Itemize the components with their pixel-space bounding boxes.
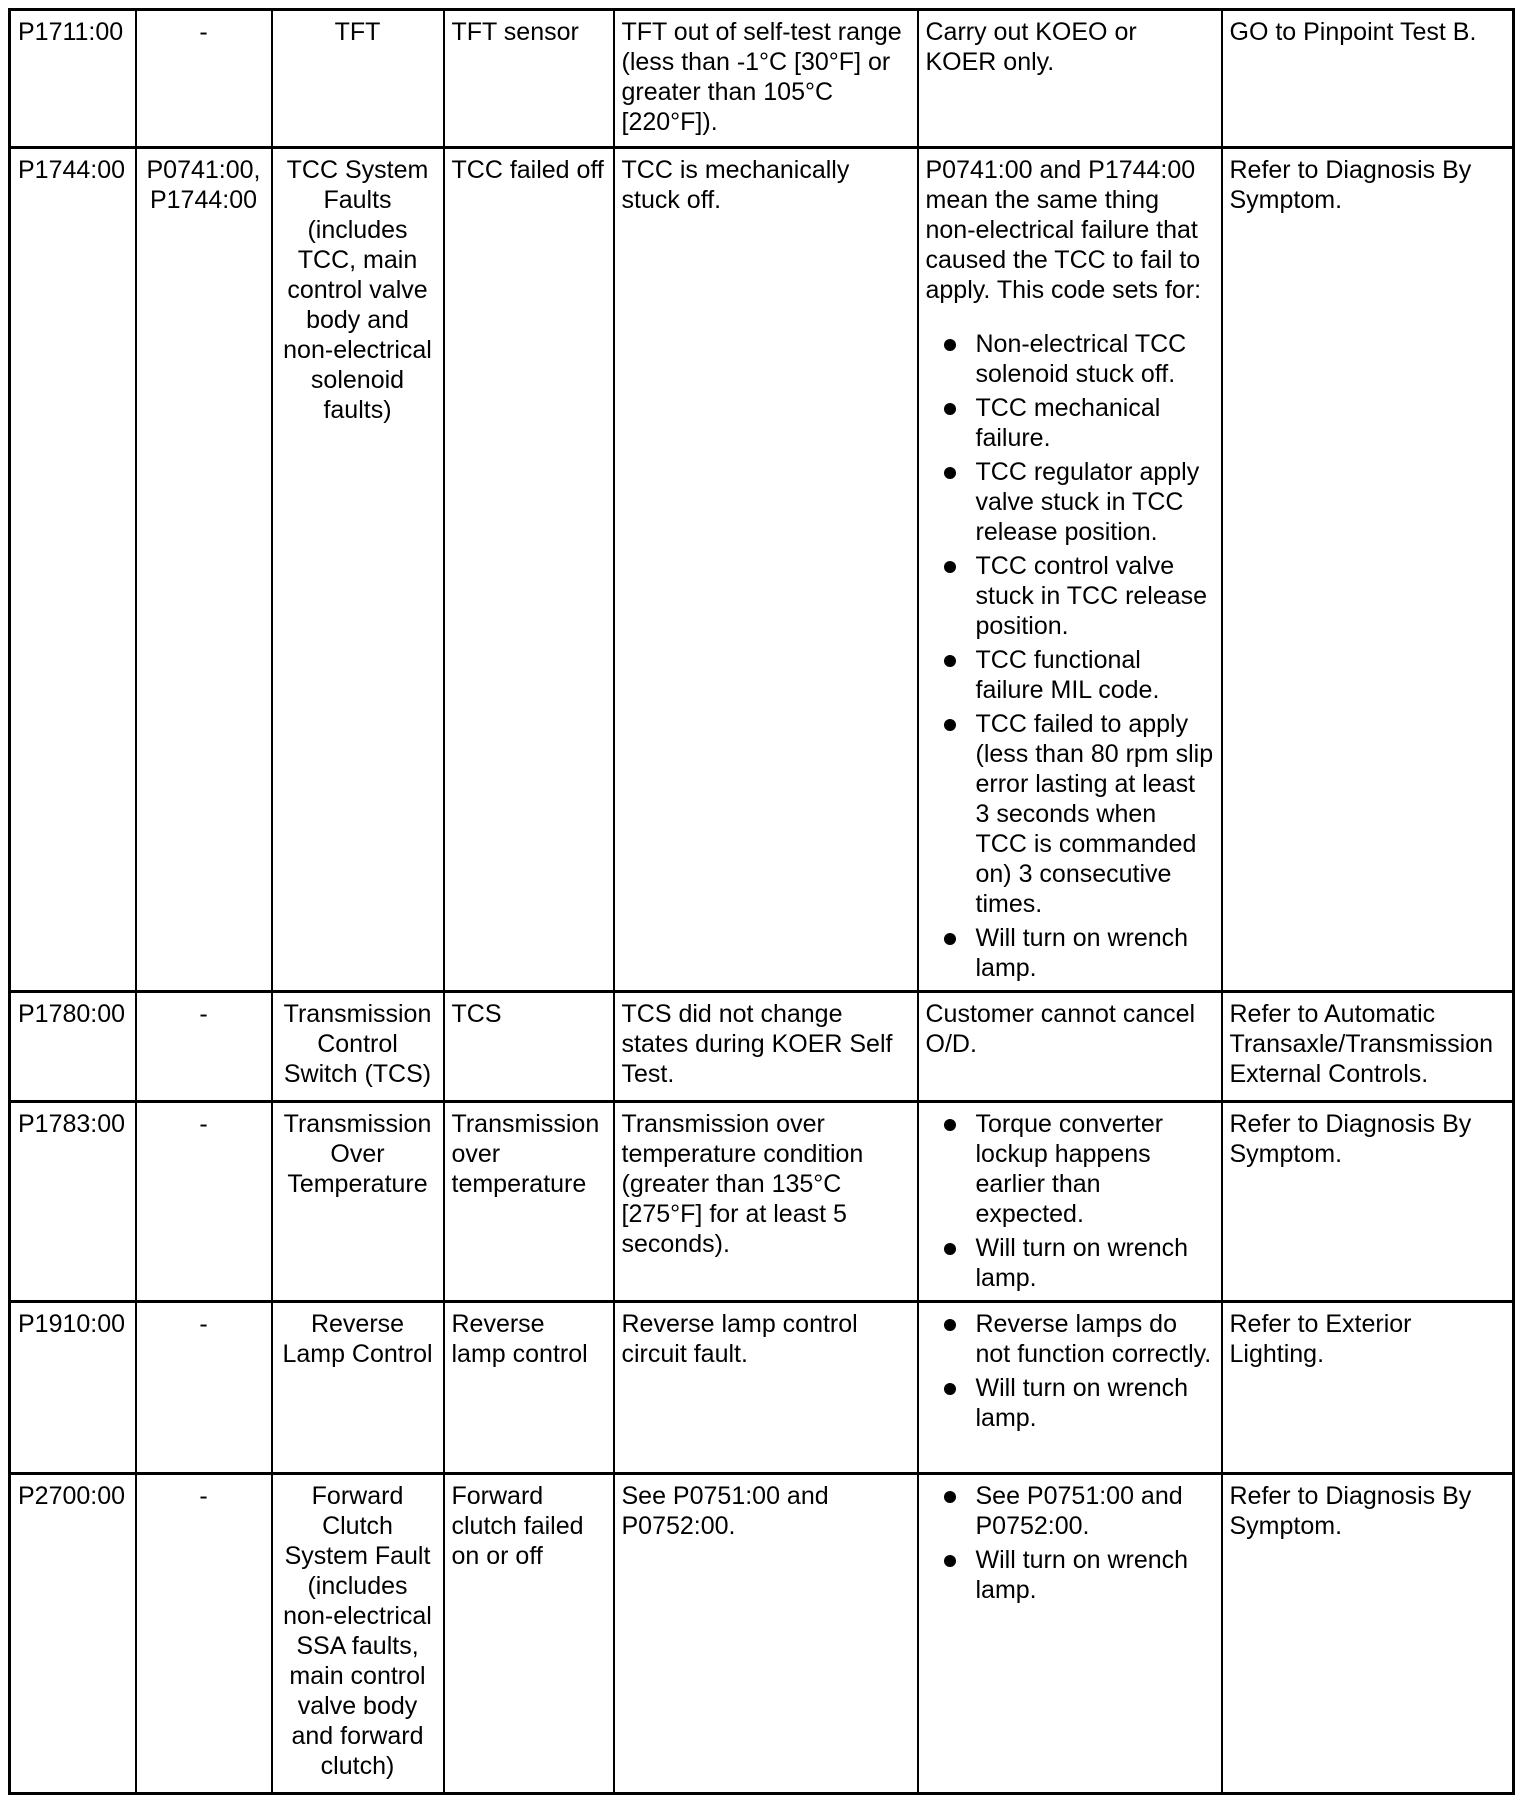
symptom-bullet: TCC functional failure MIL code. <box>976 645 1214 705</box>
related-dtc-cell: - <box>136 1102 272 1302</box>
symptom-bullet: Non-electrical TCC solenoid stuck off. <box>976 329 1214 389</box>
dtc-code-cell: P1910:00 <box>10 1302 136 1474</box>
action-cell: Refer to Exterior Lighting. <box>1222 1302 1514 1474</box>
symptom-cell <box>918 148 1222 992</box>
related-dtc-cell: P0741:00, P1744:00 <box>136 148 272 992</box>
dtc-code-cell: P2700:00 <box>10 1474 136 1794</box>
symptom-bullet: Will turn on wrench lamp. <box>976 1373 1214 1433</box>
symptom-cell <box>918 1474 1222 1794</box>
symptom-text: Customer cannot cancel O/D. <box>925 1000 1196 1058</box>
symptom-bullet: TCC control valve stuck in TCC release position. <box>976 551 1214 641</box>
dtc-code-cell: P1780:00 <box>10 992 136 1102</box>
system-cell: Transmission Control Switch (TCS) <box>272 992 444 1102</box>
symptom-bullet-list <box>926 1309 1214 1433</box>
symptom-bullet-list <box>926 1109 1214 1293</box>
action-cell: GO to Pinpoint Test B. <box>1222 10 1514 148</box>
symptom-bullet-list <box>926 329 1214 983</box>
symptom-bullet: Will turn on wrench lamp. <box>976 923 1214 983</box>
component-cell: TCS <box>444 992 614 1102</box>
condition-cell: TCC is mechanically stuck off. <box>614 148 918 992</box>
related-dtc-cell: - <box>136 1474 272 1794</box>
symptom-bullet: Will turn on wrench lamp. <box>976 1233 1214 1293</box>
condition-cell: See P0751:00 and P0752:00. <box>614 1474 918 1794</box>
table-row <box>10 1474 1514 1794</box>
condition-cell: TFT out of self-test range (less than -1°C [30°F] or greater than 105°C [220°F]). <box>614 10 918 148</box>
component-cell: TCC failed off <box>444 148 614 992</box>
symptom-cell <box>918 10 1222 148</box>
symptom-text: P0741:00 and P1744:00 mean the same thing non-electrical failure that caused the TCC to fail to apply. This code sets for: <box>925 156 1202 304</box>
table-row <box>10 1302 1514 1474</box>
symptom-bullet: Torque converter lockup happens earlier than expected. <box>976 1109 1214 1229</box>
dtc-code-cell: P1783:00 <box>10 1102 136 1302</box>
symptom-cell <box>918 1102 1222 1302</box>
system-cell: TFT <box>272 10 444 148</box>
component-cell: TFT sensor <box>444 10 614 148</box>
dtc-code-cell: P1744:00 <box>10 148 136 992</box>
table-row <box>10 148 1514 992</box>
condition-cell: TCS did not change states during KOER Self Test. <box>614 992 918 1102</box>
system-cell: Transmission Over Temperature <box>272 1102 444 1302</box>
symptom-bullet: Will turn on wrench lamp. <box>976 1545 1214 1605</box>
related-dtc-cell: - <box>136 10 272 148</box>
table-row <box>10 10 1514 148</box>
condition-cell: Reverse lamp control circuit fault. <box>614 1302 918 1474</box>
dtc-table-body <box>10 10 1514 1794</box>
symptom-cell <box>918 1302 1222 1474</box>
related-dtc-cell: - <box>136 992 272 1102</box>
table-row <box>10 992 1514 1102</box>
action-cell: Refer to Automatic Transaxle/Transmission External Controls. <box>1222 992 1514 1102</box>
symptom-bullet: TCC regulator apply valve stuck in TCC release position. <box>976 457 1214 547</box>
component-cell: Forward clutch failed on or off <box>444 1474 614 1794</box>
component-cell: Transmission over temperature <box>444 1102 614 1302</box>
component-cell: Reverse lamp control <box>444 1302 614 1474</box>
action-cell: Refer to Diagnosis By Symptom. <box>1222 1474 1514 1794</box>
symptom-bullet: TCC mechanical failure. <box>976 393 1214 453</box>
system-cell: TCC System Faults (includes TCC, main control valve body and non-electrical solenoid faults) <box>272 148 444 992</box>
system-cell: Reverse Lamp Control <box>272 1302 444 1474</box>
system-cell: Forward Clutch System Fault (includes non-electrical SSA faults, main control valve body and forward clutch) <box>272 1474 444 1794</box>
symptom-bullet: TCC failed to apply (less than 80 rpm slip error lasting at least 3 seconds when TCC is commanded on) 3 consecutive times. <box>975 710 1214 918</box>
dtc-code-cell: P1711:00 <box>10 10 136 148</box>
action-cell: Refer to Diagnosis By Symptom. <box>1222 1102 1514 1302</box>
symptom-bullet: See P0751:00 and P0752:00. <box>976 1481 1214 1541</box>
table-row <box>10 1102 1514 1302</box>
symptom-text: Carry out KOEO or KOER only. <box>925 18 1137 76</box>
related-dtc-cell: - <box>136 1302 272 1474</box>
condition-cell: Transmission over temperature condition (greater than 135°C [275°F] for at least 5 seconds). <box>614 1102 918 1302</box>
symptom-bullet-list <box>926 1481 1214 1605</box>
symptom-bullet: Reverse lamps do not function correctly. <box>976 1309 1214 1369</box>
dtc-table <box>8 8 1515 1795</box>
action-cell: Refer to Diagnosis By Symptom. <box>1222 148 1514 992</box>
symptom-cell <box>918 992 1222 1102</box>
